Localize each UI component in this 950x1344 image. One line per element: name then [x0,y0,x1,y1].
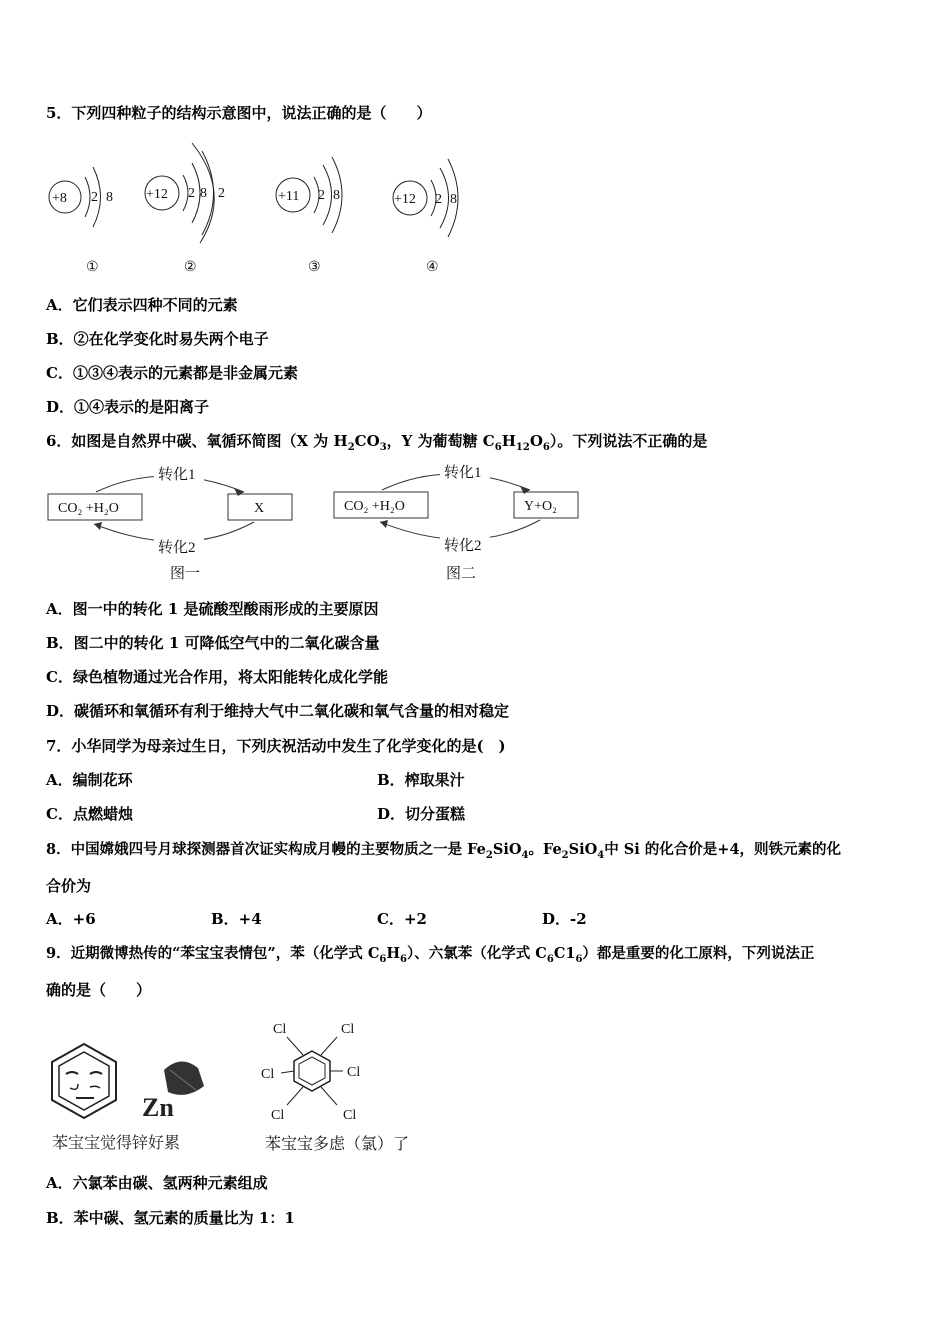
fig1-top-label: 转化1 [158,467,196,483]
atom3-nucleus: +11 [278,189,300,204]
q8-stem-line2: 合价为 [46,877,92,895]
cl-left: Cl [261,1067,275,1082]
fig2-right-box: Y+O₂ [524,499,557,514]
q5-option-d: D．①④表示的是阳离子 [46,398,210,416]
atom2-shell1: 2 [188,186,195,201]
q6-stem: 6．如图是自然界中碳、氧循环简图（X 为 $H_2CO_3$，Y 为葡萄糖 $C_6H_{12}O_6$）。下列说法不正确的是 [46,432,708,453]
q5-atom-diagrams [40,135,490,285]
atom4-nucleus: +12 [394,192,416,207]
q9-option-a: A．六氯苯由碳、氢两种元素组成 [46,1174,268,1192]
q8-stem: 8．中国嫦娥四号月球探测器首次证实构成月幔的主要物质之一是 $Fe_2SiO_4$。$Fe_2SiO_4$中 Si 的化合价是+4，则铁元素的化 [46,841,842,861]
q6-option-a: A．图一中的转化 1 是硫酸型酸雨形成的主要原因 [46,600,379,618]
cl-bottom-right: Cl [343,1108,357,1123]
q5-option-b: B．②在化学变化时易失两个电子 [46,330,269,348]
q8-option-b: B．+4 [211,910,262,928]
q8-option-c: C．+2 [377,910,427,928]
q9-benzene-emoji-figure [46,1040,216,1155]
fig2-left-box: CO₂ +H₂O [344,499,405,514]
atom4-label: ④ [426,260,439,275]
fig2-caption: 图二 [446,566,477,582]
atom1-nucleus: +8 [52,191,67,206]
q6-option-c: C．绿色植物通过光合作用，将太阳能转化成化学能 [46,668,388,686]
q7-stem: 7．小华同学为母亲过生日，下列庆祝活动中发生了化学变化的是( ) [46,737,506,755]
q5-stem: 5．下列四种粒子的结构示意图中，说法正确的是（ ） [46,104,432,122]
fig1-right-box: X [254,501,265,516]
atom3-shell2: 8 [333,188,340,203]
cl-top-left: Cl [273,1022,287,1037]
q7-option-c: C．点燃蜡烛 [46,805,133,823]
cl-right: Cl [347,1065,361,1080]
q8-option-a: A．+6 [46,910,96,928]
fig2-bottom-label: 转化2 [444,538,482,554]
atom2-shell2: 8 [200,186,207,201]
atom1-label: ① [86,260,99,275]
zn-symbol: Zn [142,1093,174,1122]
q5-option-c: C．①③④表示的元素都是非金属元素 [46,364,298,382]
q9-option-b: B．苯中碳、氢元素的质量比为 1：1 [46,1209,295,1227]
q7-option-b: B．榨取果汁 [377,771,465,789]
fig-right-caption: 苯宝宝多虑（氯）了 [265,1136,410,1153]
q6-figure-1 [44,460,304,590]
q5-option-a: A．它们表示四种不同的元素 [46,296,238,314]
fig-left-caption: 苯宝宝觉得锌好累 [52,1135,181,1152]
q9-hexachlorobenzene-figure [255,1015,455,1160]
q9-stem: 9．近期微博热传的“苯宝宝表情包”，苯（化学式 $C_6H_6$）、六氯苯（化学式 $C_6C1_6$）都是重要的化工原料，下列说法正 [46,945,815,965]
q6-figure-2 [330,458,590,588]
atom2-shell3: 2 [218,186,225,201]
q6-option-b: B．图二中的转化 1 可降低空气中的二氧化碳含量 [46,634,380,652]
atom1-shell2: 8 [106,190,113,205]
q7-option-a: A．编制花环 [46,771,133,789]
fig1-bottom-label: 转化2 [158,540,196,556]
atom1-shell1: 2 [91,190,98,205]
atom3-shell1: 2 [318,188,325,203]
q8-option-d: D．-2 [542,910,587,928]
atom2-label: ② [184,260,197,275]
q6-option-d: D．碳循环和氧循环有利于维持大气中二氧化碳和氧气含量的相对稳定 [46,702,510,720]
q9-stem-line2: 确的是（ ） [46,981,152,999]
atom3-label: ③ [308,260,321,275]
atom4-shell1: 2 [435,192,442,207]
atom4-shell2: 8 [450,192,457,207]
q7-option-d: D．切分蛋糕 [377,805,466,823]
atom2-nucleus: +12 [146,187,168,202]
cl-bottom-left: Cl [271,1108,285,1123]
fig1-left-box: CO₂ +H₂O [58,501,119,516]
fig2-top-label: 转化1 [444,465,482,481]
cl-top-right: Cl [341,1022,355,1037]
fig1-caption: 图一 [170,566,201,582]
